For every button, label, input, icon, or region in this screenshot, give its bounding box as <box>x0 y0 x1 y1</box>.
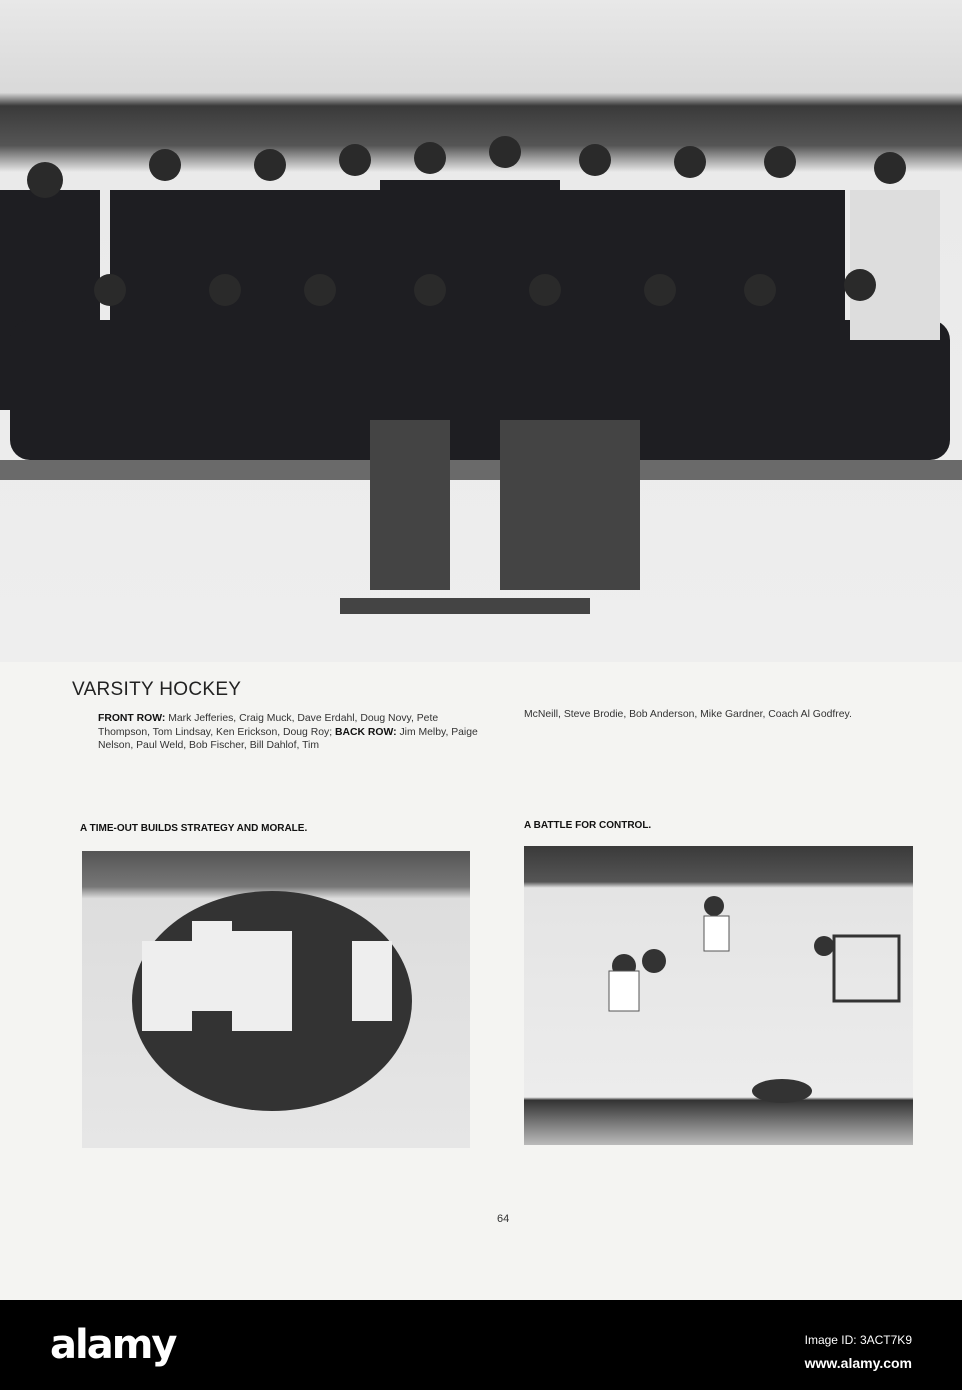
battle-photo-caption: A BATTLE FOR CONTROL. <box>524 820 652 831</box>
page-number: 64 <box>497 1213 510 1225</box>
alamy-logo: alamy <box>50 1322 176 1368</box>
watermark-url[interactable]: www.alamy.com <box>804 1355 912 1371</box>
back-row-names-part1: Jim Melby, Paige Nelson, Paul Weld, Bob Fischer, Bill Dahlof, Tim <box>98 726 478 751</box>
huddle-photo-caption: A TIME-OUT BUILDS STRATEGY AND MORALE. <box>80 823 308 834</box>
battle-photo <box>524 846 913 1145</box>
image-id: Image ID: 3ACT7K9 <box>804 1333 912 1347</box>
huddle-photo-image <box>82 851 470 1148</box>
team-photo <box>0 0 962 662</box>
battle-photo-image <box>524 846 913 1145</box>
section-heading: VARSITY HOCKEY <box>72 679 242 700</box>
team-photo-image <box>0 0 962 662</box>
front-row-label: FRONT ROW: <box>98 713 166 724</box>
huddle-photo <box>82 851 470 1148</box>
front-row-names: Mark Jefferies, Craig Muck, Dave Erdahl, Doug Novy, Pete Thompson, Tom Lindsay, Ken Erickson, Doug Roy; <box>98 713 439 738</box>
back-row-label: BACK ROW: <box>334 726 397 738</box>
roster-caption-col2: McNeill, Steve Brodie, Bob Anderson, Mike Gardner, Coach Al Godfrey. <box>524 709 852 720</box>
roster-caption-col1 <box>98 712 490 753</box>
watermark-bar <box>0 1300 962 1390</box>
